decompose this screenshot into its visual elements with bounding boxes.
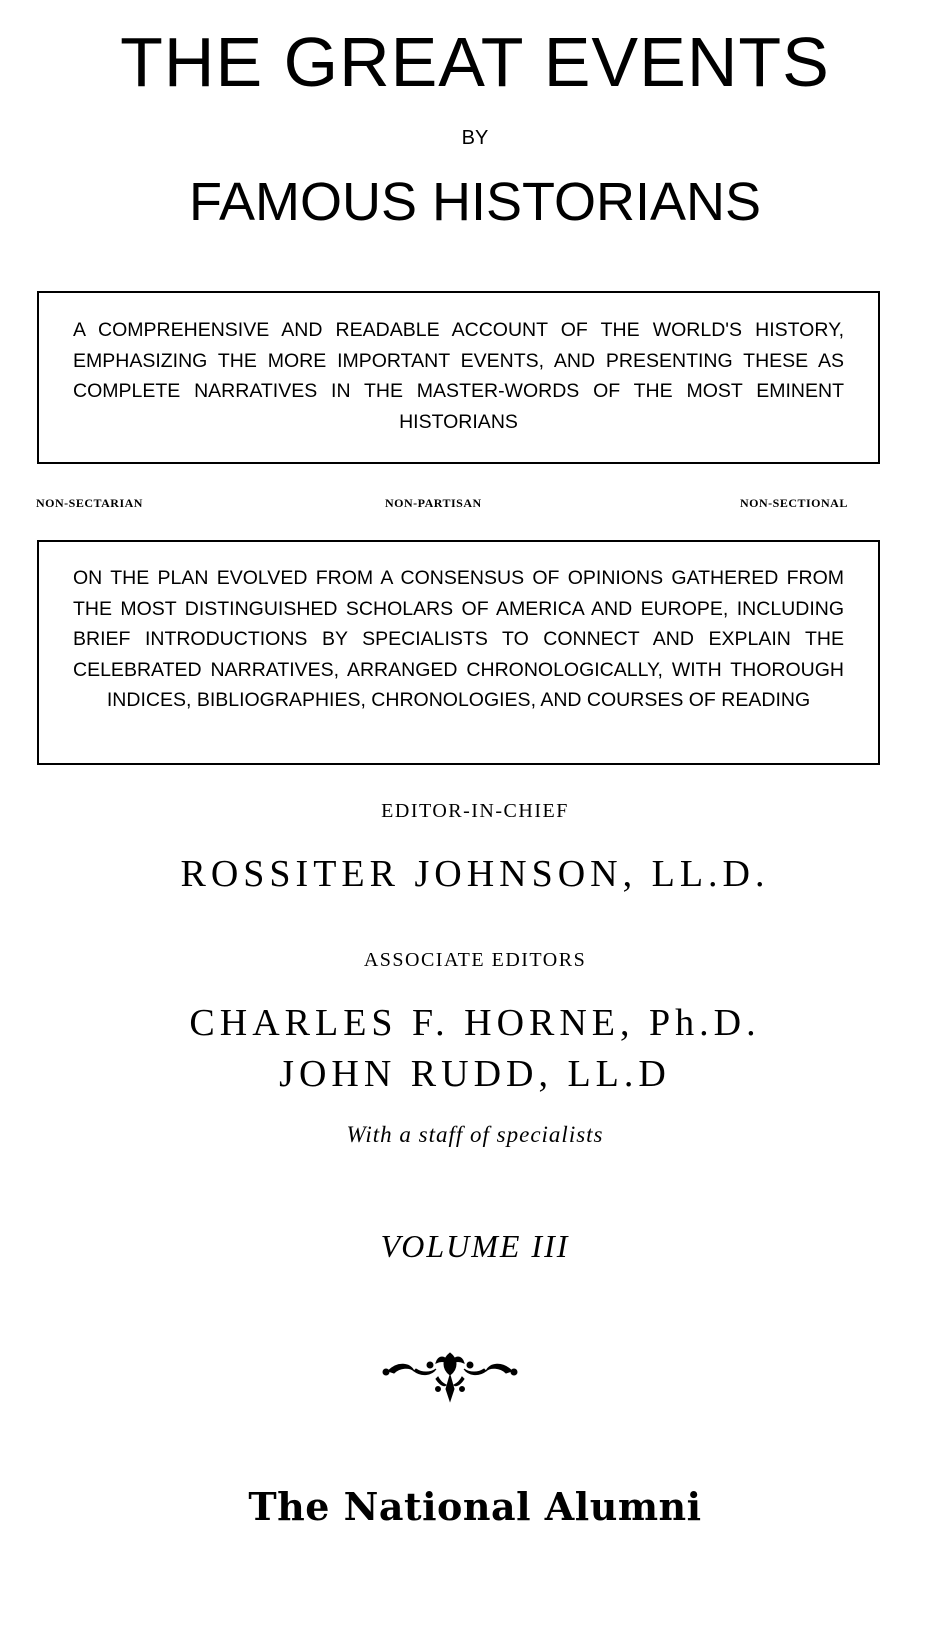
tag-non-sectional: NON-SECTIONAL [740, 496, 848, 510]
tag-non-sectarian: NON-SECTARIAN [36, 496, 143, 510]
publisher-name: The National Alumni [248, 1484, 702, 1529]
editor-in-chief-name: ROSSITER JOHNSON, LL.D. [180, 853, 770, 895]
editor-in-chief-label: EDITOR-IN-CHIEF [381, 800, 569, 822]
description-box [37, 291, 880, 464]
volume-number: VOLUME III [380, 1228, 570, 1264]
associate-editor-name: JOHN RUDD, LL.D [279, 1053, 671, 1095]
staff-line: With a staff of specialists [346, 1122, 604, 1147]
associate-editors-label: ASSOCIATE EDITORS [363, 949, 587, 971]
tag-non-partisan: NON-PARTISAN [385, 496, 482, 510]
main-title: THE GREAT EVENTS [120, 23, 830, 101]
plan-box [37, 540, 880, 765]
fleuron-ornament-icon [380, 1345, 520, 1405]
plan-text: ON THE PLAN EVOLVED FROM A CONSENSUS OF OPINIONS GATHERED FROM THE MOST DISTINGUISHED SCHOLARS OF AMERICA AND EUROPE, INCLUDING BRIEF INTRODUCTIONS BY SPECIALISTS TO CONNECT AND EXPLAIN THE CELEBRATED NARRATIVES, ARRANGED CHRONOLOGICALLY, WITH THOROUGH INDICES, BIBLIOGRAPHIES, CHRONOLOGIES, AND COURSES OF READING [73, 567, 844, 711]
description-text: A COMPREHENSIVE AND READABLE ACCOUNT OF THE WORLD'S HISTORY, EMPHASIZING THE MORE IMPORTANT EVENTS, AND PRESENTING THESE AS COMPLETE NARRATIVES IN THE MASTER-WORDS OF THE MOST EMINENT HISTORIANS [73, 319, 844, 433]
associate-editor-name: CHARLES F. HORNE, Ph.D. [189, 1002, 761, 1044]
subtitle: FAMOUS HISTORIANS [188, 172, 762, 232]
title-by: BY [461, 127, 489, 149]
